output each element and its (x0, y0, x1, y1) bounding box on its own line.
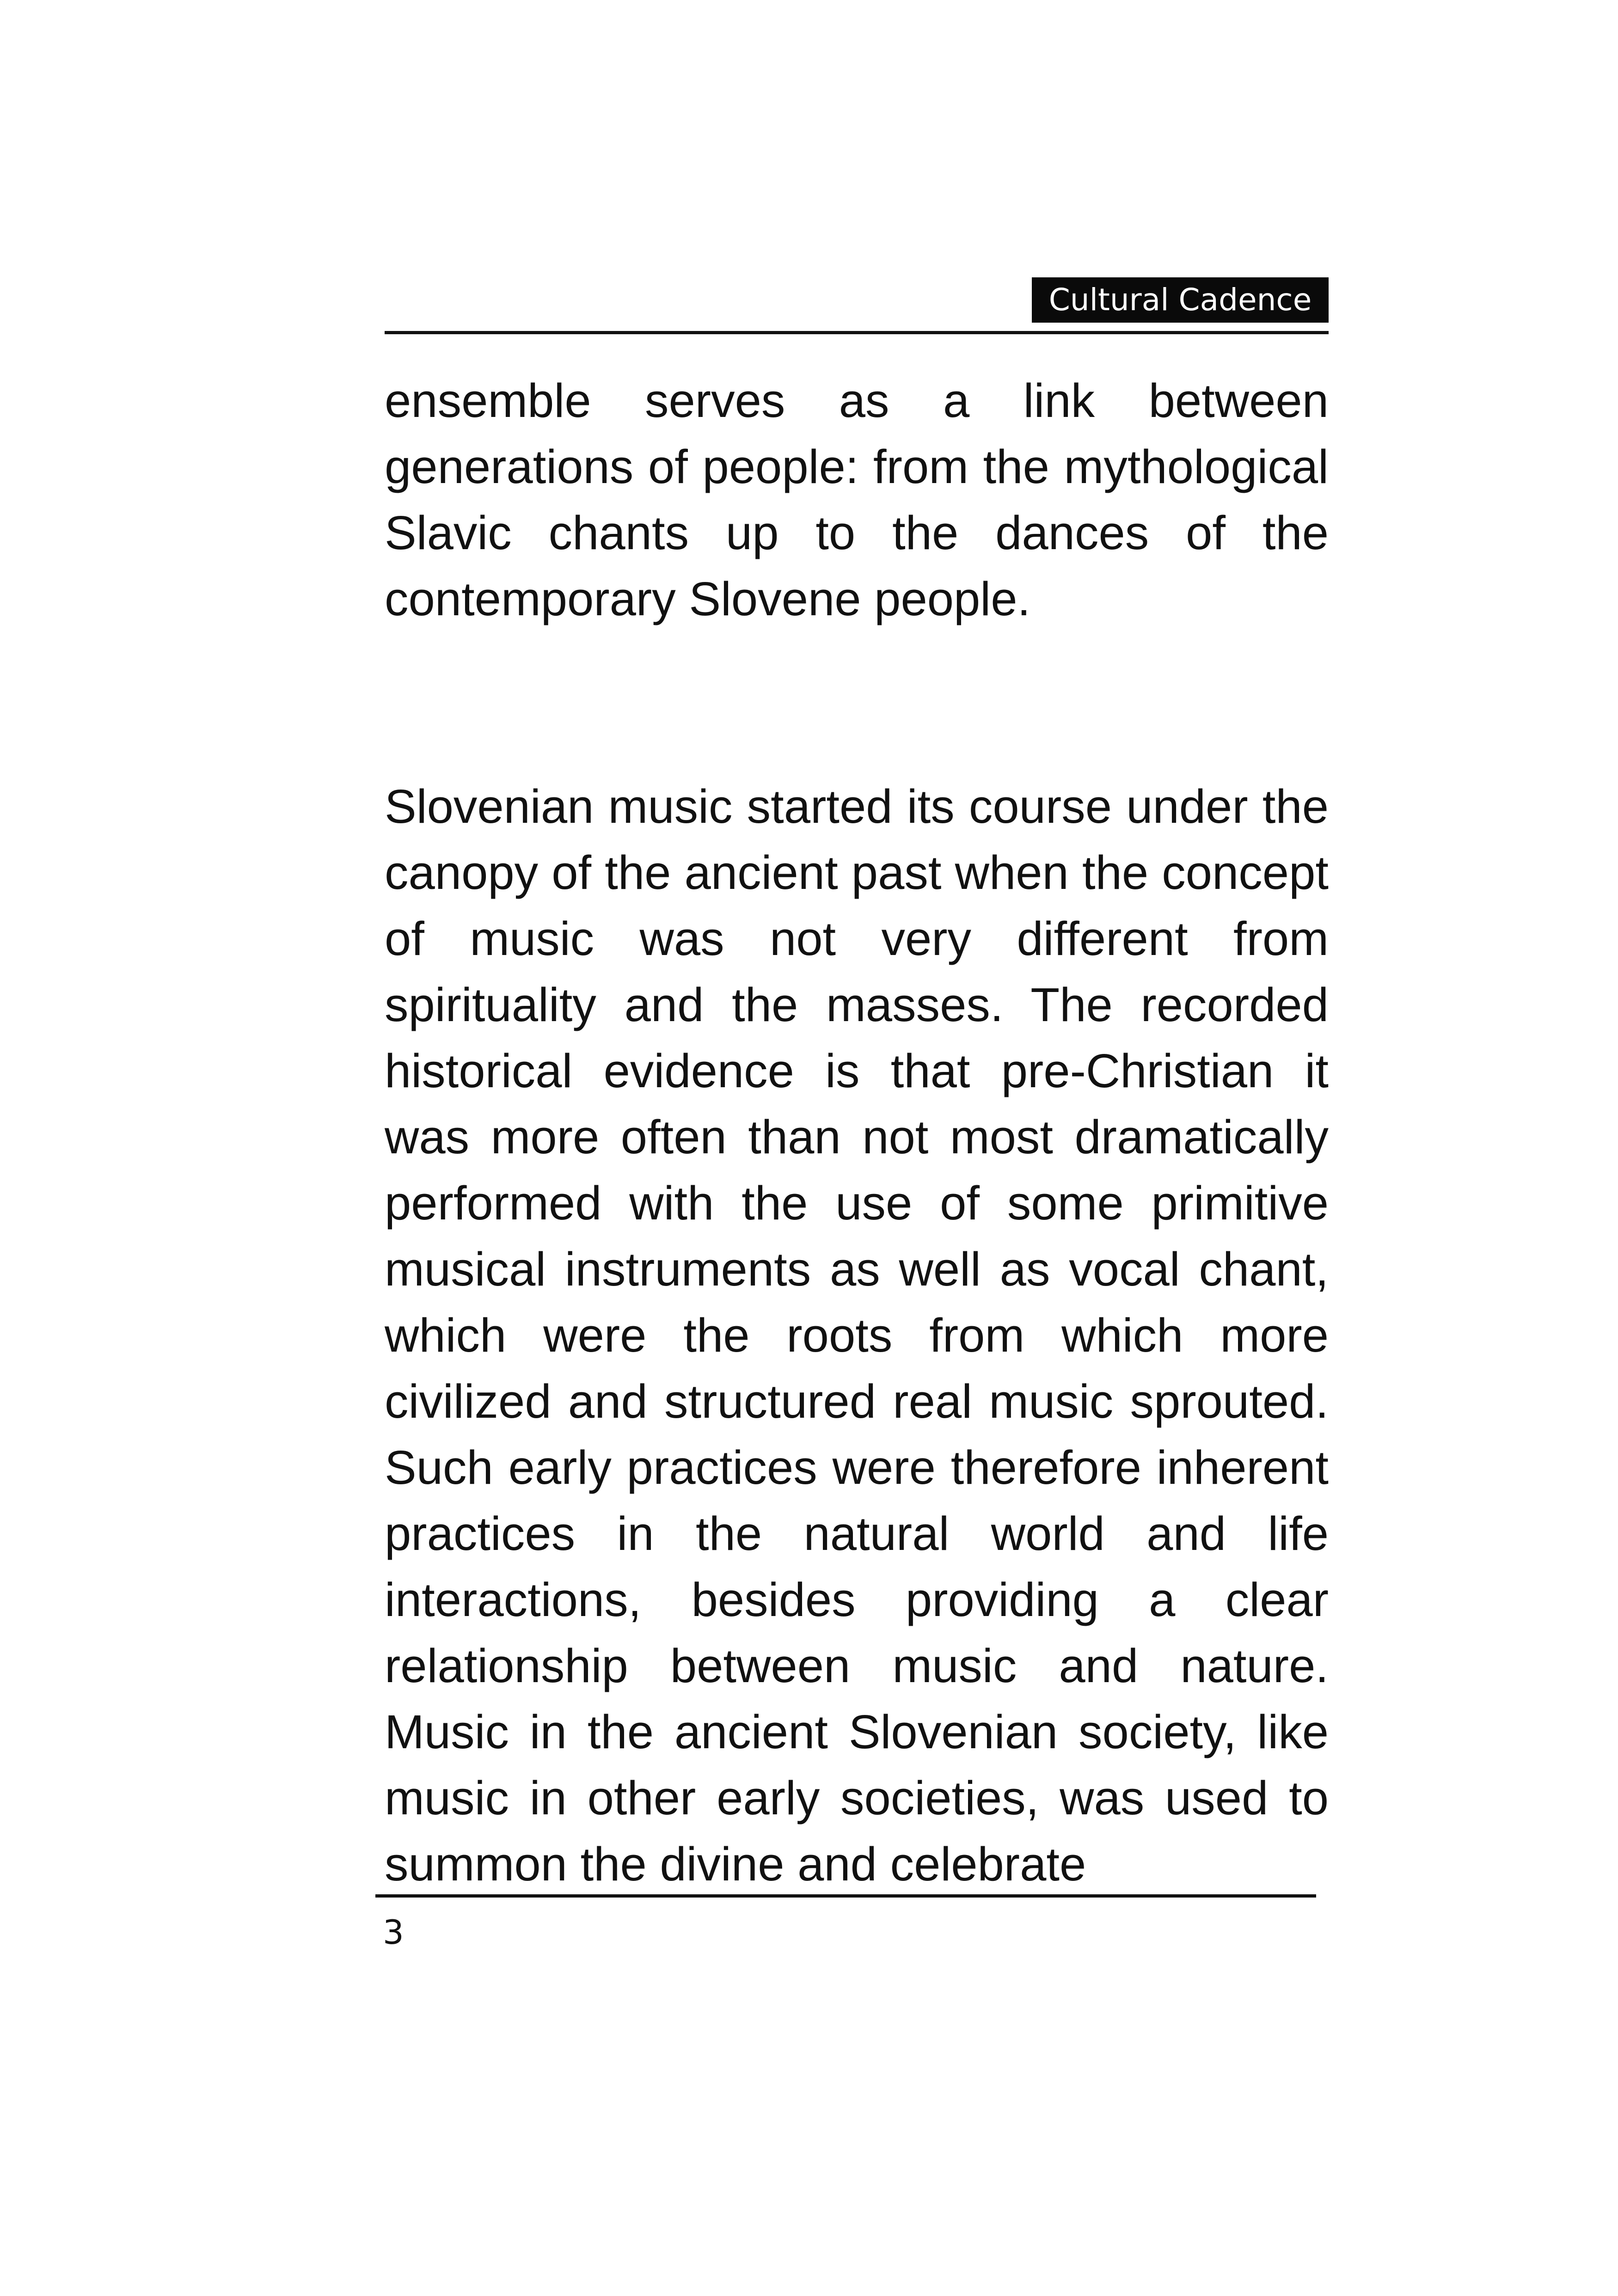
paragraph-slovenian-music: Slovenian music started its course under the canopy of the ancient past when the concept of music was not very different from spirituality and the masses. The recorded historical evidence is that pre-Christian it was more often than not most dramatically performed with the use of some primitive musical instruments as well as vocal chant, which were the roots from which more civilized and structured real music sprouted. Such early practices were therefore inherent practices in the natural world and life interactions, besides providing a clear relationship between music and nature. Music in the ancient Slovenian society, like music in other early societies, was used to summon the divine and celebrate (385, 780, 1329, 1891)
header-divider (385, 331, 1329, 334)
paragraph-continuation: ensemble serves as a link between generations of people: from the mythological Slavic chants up to the dances of the contemporary Slovene people. (385, 374, 1329, 625)
page-number: 3 (383, 1913, 404, 1952)
running-header-title: Cultural Cadence (1032, 277, 1329, 323)
page-body (385, 367, 1329, 1897)
footer-divider (375, 1894, 1316, 1898)
